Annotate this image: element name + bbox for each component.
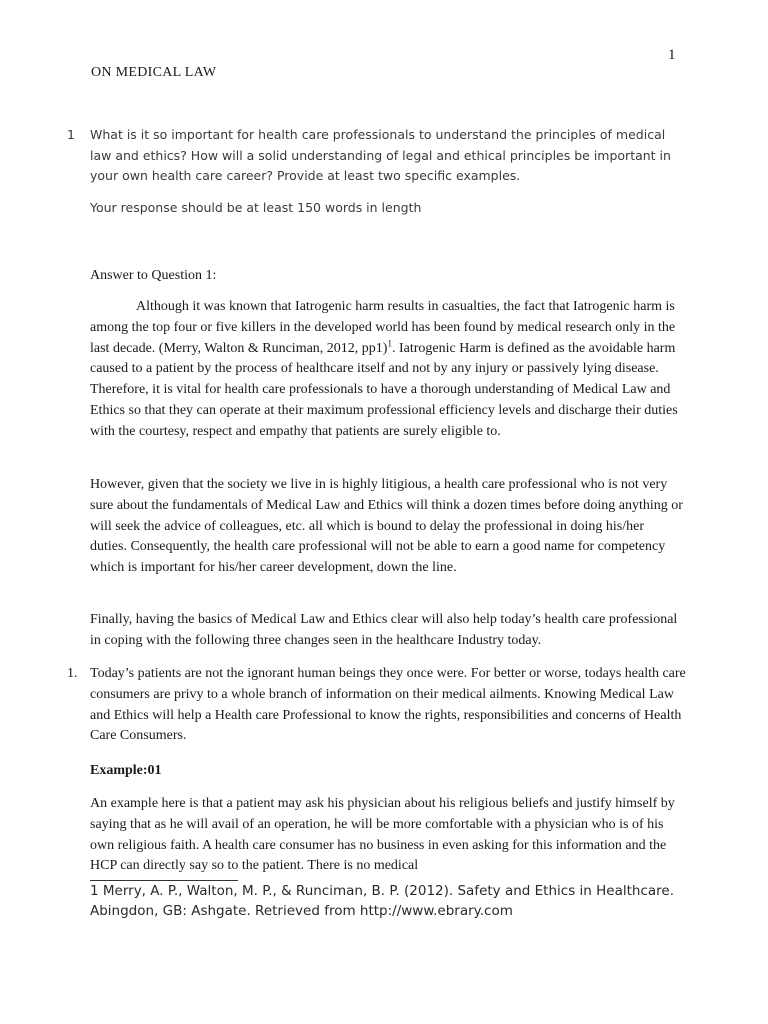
paragraph-text: Although it was known that Iatrogenic harm results in casualties, the fact that Iatrogenic harm is among the top four or five killers in the developed world has been found by medical research only in the last decade. (Merry, Walton & Runciman, 2012, pp1) xyxy=(90,299,676,356)
list-item xyxy=(67,664,687,747)
paragraph-text: . Iatrogenic Harm is defined as the avoidable harm caused to a patient by the process of healthcare itself and not by any injury or passively lying disease. Therefore, it is vital for health care professionals to have a thorough understanding of Medical Law and Ethics so that they can operate at their maximum professional efficiency levels and discharge their duties with the courtesy, respect and empathy that patients are surely eligible to. xyxy=(90,340,678,439)
answer-paragraph-3: Finally, having the basics of Medical Law and Ethics clear will also help today’s health care professional in coping with the following three changes seen in the healthcare Industry today. xyxy=(90,612,678,648)
answer-heading: Answer to Question 1: xyxy=(90,268,217,283)
page-number: 1 xyxy=(668,47,676,63)
question-text: What is it so important for health care professionals to understand the principles of medical law and ethics? How will a solid understanding of legal and ethical principles be important in your own health care career? Provide at least two specific examples. xyxy=(90,127,671,183)
footnote: 1 Merry, A. P., Walton, M. P., & Runciman, B. P. (2012). Safety and Ethics in Healthcare. Abingdon, GB: Ashgate. Retrieved from http://www.ebrary.com xyxy=(90,883,674,919)
answer-paragraph-2: However, given that the society we live in is highly litigious, a health care professional who is not very sure about the fundamentals of Medical Law and Ethics will think a dozen times before doing anything or will seek the advice of colleagues, etc. all which is bound to delay the professional in doing his/her duties. Consequently, the health care professional will not be able to earn a good name for competency which is important for his/her career development, down the line. xyxy=(90,477,683,576)
example-heading: Example:01 xyxy=(90,763,162,778)
running-head: ON MEDICAL LAW xyxy=(91,65,217,80)
word-count-requirement: Your response should be at least 150 words in length xyxy=(90,200,422,215)
answer-paragraph-1 xyxy=(90,297,684,443)
example-paragraph: An example here is that a patient may ask his physician about his religious beliefs and justify himself by saying that as he will avail of an operation, he will be more comfortable with a physician who is of his own religious faith. A health care consumer has no business in even asking for this information and the HCP can directly say so to the patient. There is no medical xyxy=(90,796,675,874)
list-item-text: Today’s patients are not the ignorant human beings they once were. For better or worse, todays health care consumers are privy to a whole branch of information on their medical ailments. Knowing Medical Law and Ethics will help a Health care Professional to know the rights, responsibilities and concerns of Health Care Consumers. xyxy=(90,666,686,744)
question-number: 1 xyxy=(67,127,75,142)
list-item-number: 1. xyxy=(67,666,78,681)
footnote-reference: 1 xyxy=(387,337,392,348)
question-block xyxy=(67,125,687,187)
